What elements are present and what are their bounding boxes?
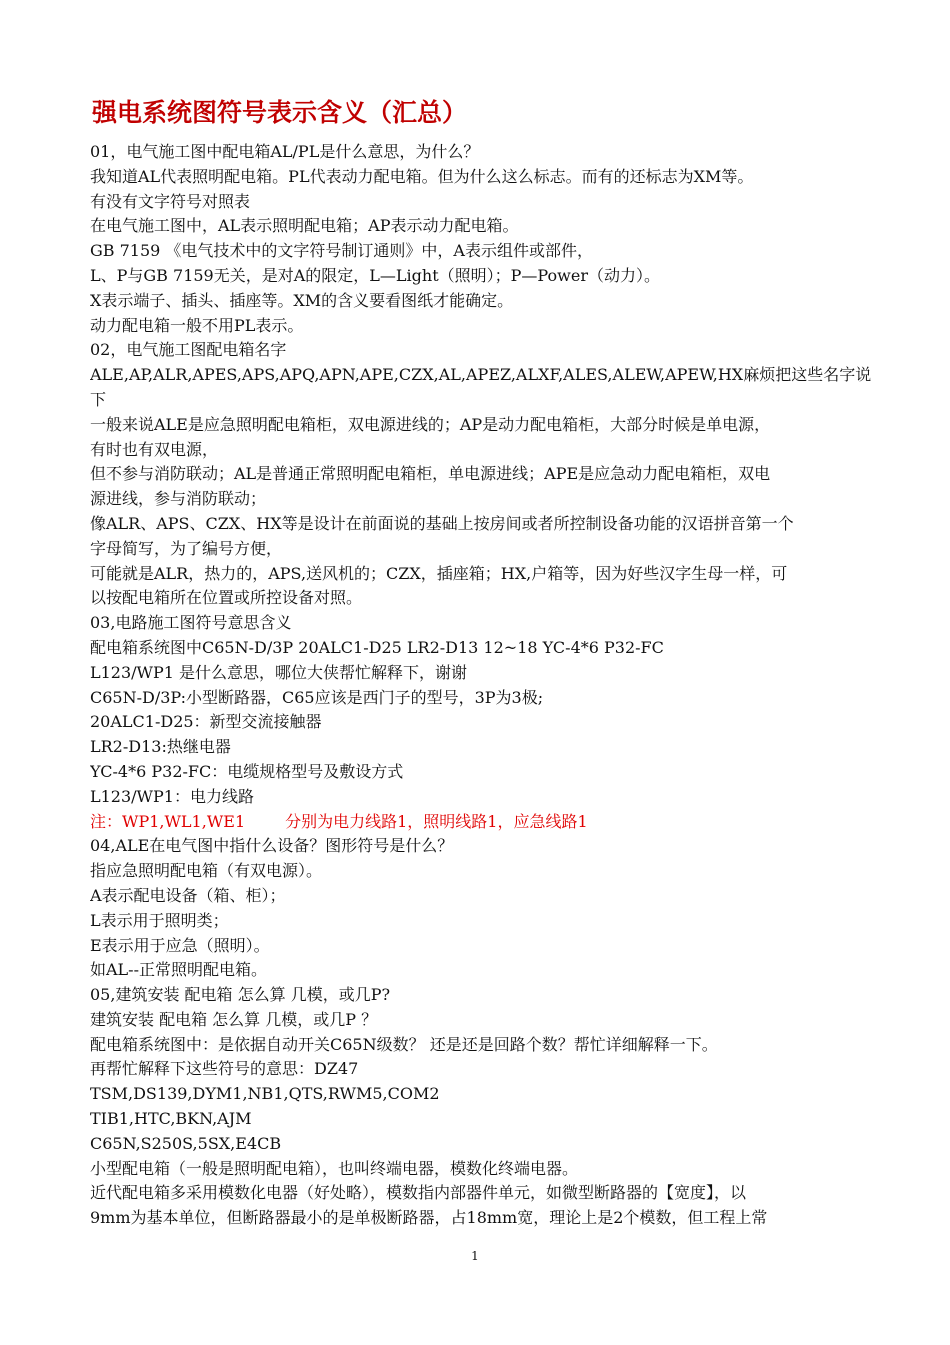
text-line: 01，电气施工图中配电箱AL/PL是什么意思，为什么？ bbox=[90, 142, 480, 161]
text-line: TSM,DS139,DYM1,NB1,QTS,RWM5,COM2 bbox=[90, 1084, 440, 1104]
text-line: L123/WP1：电力线路 bbox=[90, 786, 254, 806]
text-line: 建筑安装 配电箱 怎么算 几模，或几P ？ bbox=[90, 1009, 378, 1029]
text-line: ALE,AP,ALR,APES,APS,APQ,APN,APE,CZX,AL,APEZ,ALXF,ALES,ALEW,APEW,HX麻烦把这些名字说 bbox=[90, 365, 872, 385]
text-line: 我知道AL代表照明配电箱。PL代表动力配电箱。但为什么这么标志。而有的还标志为XM等。 bbox=[90, 166, 754, 186]
text-line: 下 bbox=[90, 389, 107, 409]
text-line: 像ALR、APS、CZX、HX等是设计在前面说的基础上按房间或者所控制设备功能的汉语拼音第一个 bbox=[90, 513, 794, 533]
section-heading: 04,ALE在电气图中指什么设备？图形符号是什么？ bbox=[90, 836, 454, 856]
section-heading: 05,建筑安装 配电箱 怎么算 几模，或几P? bbox=[90, 985, 391, 1005]
text-line: 字母简写，为了编号方便， bbox=[90, 538, 283, 558]
text-line: 近代配电箱多采用模数化电器（好处略），模数指内部器件单元，如微型断路器的【宽度】，以 bbox=[90, 1183, 747, 1203]
note-text: 分别为电力线路1，照明线路1，应急线路1 bbox=[285, 811, 588, 831]
section-heading: 03,电路施工图符号意思含义 bbox=[90, 613, 292, 633]
text-line: 9mm为基本单位，但断路器最小的是单极断路器，占18mm宽，理论上是2个模数，但工程上常 bbox=[90, 1208, 768, 1228]
text-line: 再帮忙解释下这些符号的意思：DZ47 bbox=[90, 1059, 359, 1079]
text-line: L表示用于照明类； bbox=[90, 910, 229, 930]
text-line: 源进线，参与消防联动； bbox=[90, 489, 267, 509]
text-line: 以按配电箱所在位置或所控设备对照。 bbox=[90, 588, 363, 608]
text-line: L123/WP1 是什么意思，哪位大侠帮忙解释下，谢谢 bbox=[90, 662, 468, 682]
note-label: 注：WP1,WL1,WE1 bbox=[90, 811, 246, 831]
text-line: LR2-D13:热继电器 bbox=[90, 737, 231, 757]
text-line: A表示配电设备（箱、柜）； bbox=[90, 885, 286, 905]
text-line: TIB1,HTC,BKN,AJM bbox=[90, 1109, 252, 1129]
text-line: 但不参与消防联动；AL是普通正常照明配电箱柜，单电源进线；APE是应急动力配电箱柜，双电 bbox=[90, 464, 771, 484]
text-line: 20ALC1-D25：新型交流接触器 bbox=[90, 712, 322, 732]
note-line bbox=[90, 810, 888, 835]
text-line: GB 7159 《电气技术中的文字符号制订通则》中，A表示组件或部件， bbox=[90, 241, 593, 261]
section-heading: 02，电气施工图配电箱名字 bbox=[90, 340, 287, 360]
text-line: 配电箱系统图中：是依据自动开关C65N级数？ 还是还是回路个数？帮忙详细解释一下。 bbox=[90, 1034, 718, 1054]
text-line: X表示端子、插头、插座等。XM的含义要看图纸才能确定。 bbox=[90, 290, 514, 310]
text-line: 一般来说ALE是应急照明配电箱柜，双电源进线的；AP是动力配电箱柜，大部分时候是单电源， bbox=[90, 414, 771, 434]
text-line: 动力配电箱一般不用PL表示。 bbox=[90, 315, 304, 335]
body-text bbox=[90, 140, 888, 1231]
text-line: 有没有文字符号对照表 bbox=[90, 191, 251, 211]
text-line: L、P与GB 7159无关，是对A的限定，L—Light（照明）；P—Power（动力）。 bbox=[90, 265, 660, 285]
page-number: 1 bbox=[471, 1249, 479, 1263]
text-line: 配电箱系统图中C65N-D/3P 20ALC1-D25 LR2-D13 12~18 YC-4*6 P32-FC bbox=[90, 637, 664, 657]
text-line: E表示用于应急（照明）。 bbox=[90, 935, 270, 955]
text-line: C65N,S250S,5SX,E4CB bbox=[90, 1133, 282, 1153]
text-line: C65N-D/3P:小型断路器，C65应该是西门子的型号，3P为3极; bbox=[90, 687, 544, 707]
page-title: 强电系统图符号表示含义（汇总） bbox=[92, 98, 468, 127]
text-line: YC-4*6 P32-FC：电缆规格型号及敷设方式 bbox=[90, 761, 404, 781]
text-line: 有时也有双电源， bbox=[90, 439, 219, 459]
text-line: 小型配电箱（一般是照明配电箱），也叫终端电器，模数化终端电器。 bbox=[90, 1158, 579, 1178]
text-line: 在电气施工图中，AL表示照明配电箱；AP表示动力配电箱。 bbox=[90, 216, 519, 236]
text-line: 指应急照明配电箱（有双电源）。 bbox=[90, 861, 323, 881]
text-line: 可能就是ALR，热力的，APS,送风机的；CZX，插座箱；HX,户箱等，因为好些汉字生母一样，可 bbox=[90, 563, 788, 583]
text-line: 如AL--正常照明配电箱。 bbox=[90, 960, 267, 980]
